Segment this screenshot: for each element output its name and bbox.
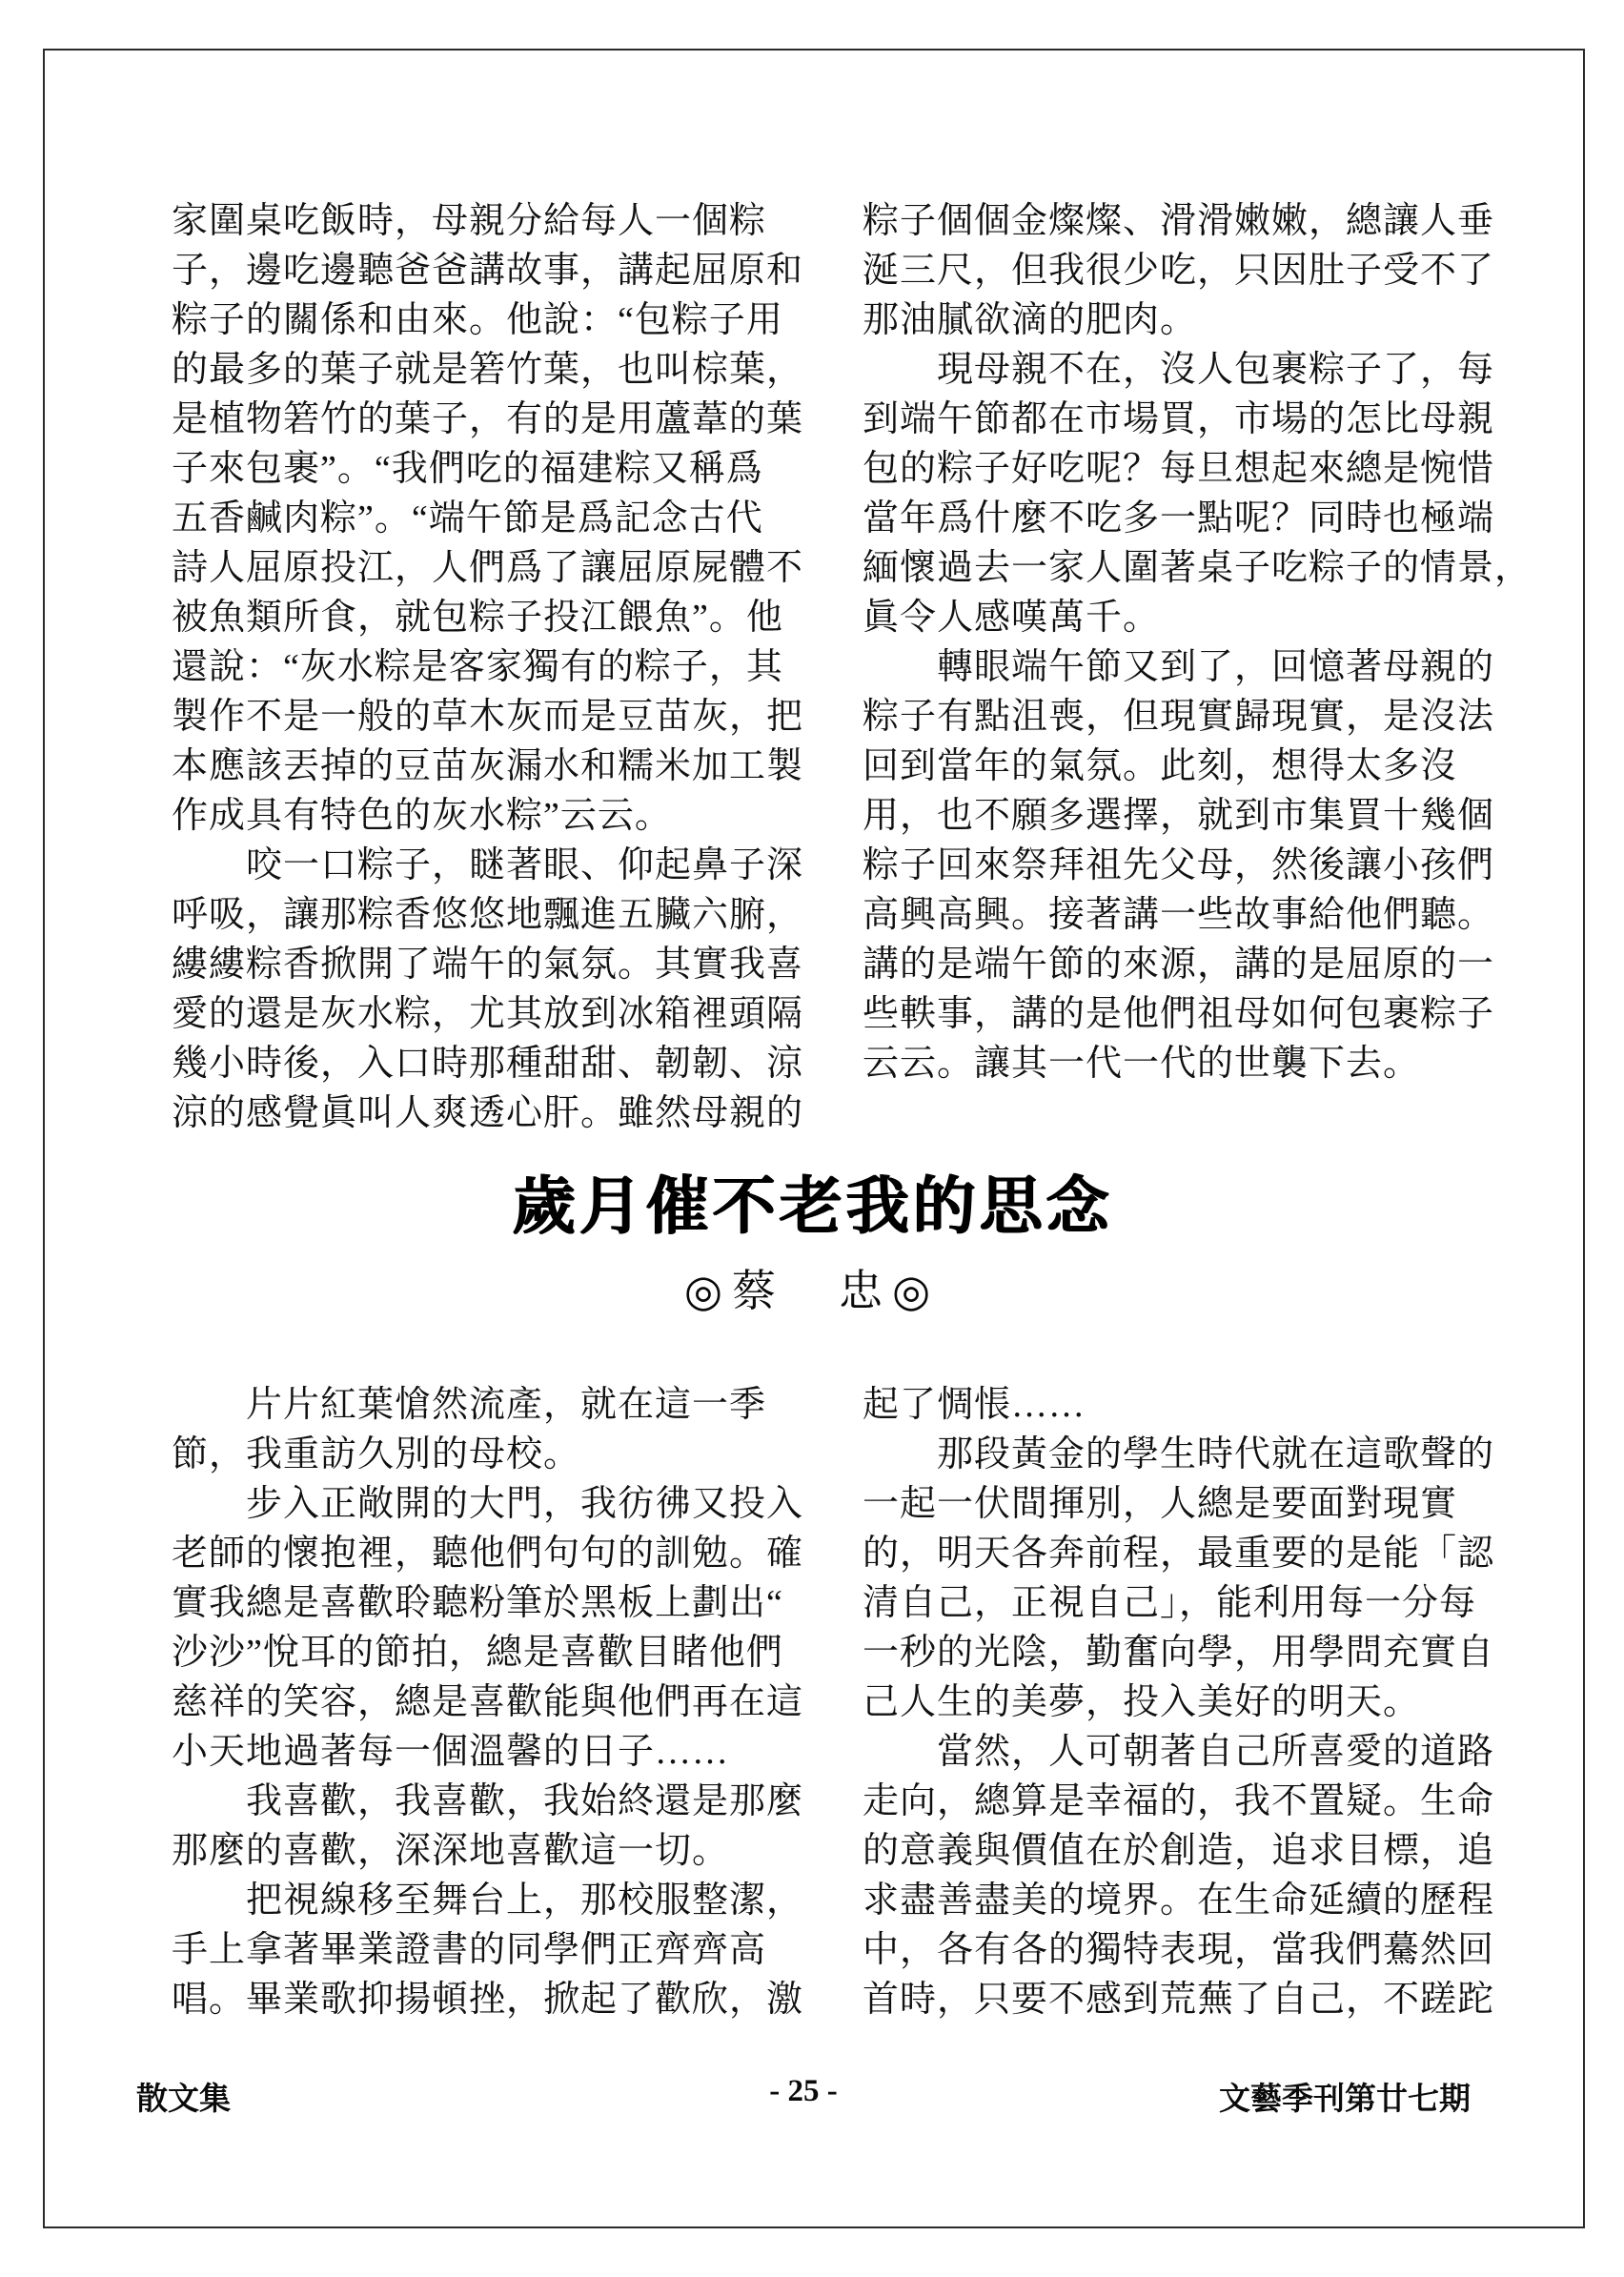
text-line: 愛的還是灰水粽，尤其放到冰箱裡頭隔 (172, 994, 804, 1034)
text-line: 包的粽子好吃呢？每旦想起來總是惋惜 (863, 449, 1495, 489)
text-line: 一秒的光陰，勤奮向學，用學問充實自 (863, 1633, 1495, 1673)
text-line: 製作不是一般的草木灰而是豆苗灰，把 (172, 697, 804, 737)
text-line: 把視線移至舞台上，那校服整潔， (172, 1881, 804, 1921)
text-line: 涎三尺，但我很少吃，只因肚子受不了 (863, 251, 1495, 291)
text-line: 首時，只要不感到荒蕪了自己，不蹉跎 (863, 1980, 1495, 2020)
text-line: 慈祥的笑容，總是喜歡能與他們再在這 (172, 1682, 804, 1722)
text-line: 一起一伏間揮別，人總是要面對現實 (863, 1484, 1458, 1524)
article2-left-column (172, 1380, 810, 2024)
text-line: 粽子回來祭拜祖先父母，然後讓小孩們 (863, 845, 1495, 885)
text-line: 現母親不在，沒人包裹粽子了，每 (863, 350, 1495, 390)
text-line: 步入正敞開的大門，我彷彿又投入 (172, 1484, 804, 1524)
text-line: 還說：“灰水粽是客家獨有的粽子，其 (172, 647, 783, 687)
text-line: 中，各有各的獨特表現，當我們驀然回 (863, 1930, 1495, 1970)
text-line: 用，也不願多選擇，就到市集買十幾個 (863, 796, 1495, 836)
text-line: 轉眼端午節又到了，回憶著母親的 (863, 647, 1495, 687)
text-line: 當年爲什麼不吃多一點呢？同時也極端 (863, 498, 1495, 539)
text-line: 唱。畢業歌抑揚頓挫，掀起了歡欣，激 (172, 1980, 804, 2020)
article2-right-column (863, 1380, 1501, 2024)
text-line: 家圍桌吃飯時，母親分給每人一個粽 (172, 201, 767, 241)
text-line: 涼的感覺眞叫人爽透心肝。雖然母親的 (172, 1093, 804, 1133)
text-line: 當然，人可朝著自己所喜愛的道路 (863, 1732, 1495, 1772)
text-line: 己人生的美夢，投入美好的明天。 (863, 1682, 1421, 1722)
text-line: 呼吸，讓那粽香悠悠地飄進五臟六腑， (172, 895, 804, 935)
footer-journal-title: 文藝季刊第廿七期 (1219, 2083, 1471, 2117)
text-line: 的意義與價值在於創造，追求目標，追 (863, 1831, 1495, 1871)
text-line: 緬懷過去一家人圍著桌子吃粽子的情景， (863, 548, 1533, 588)
article1-right-column (863, 196, 1533, 1088)
text-line: 是植物箬竹的葉子，有的是用蘆葦的葉 (172, 399, 804, 439)
footer-page-number: - 25 - (769, 2074, 838, 2108)
text-line: 講的是端午節的來源，講的是屈原的一 (863, 945, 1495, 985)
text-line: 那段黃金的學生時代就在這歌聲的 (863, 1434, 1495, 1474)
text-line: 些軼事，講的是他們祖母如何包裹粽子 (863, 994, 1495, 1034)
text-line: 的，明天各奔前程，最重要的是能「認 (863, 1534, 1495, 1574)
text-line: 實我總是喜歡聆聽粉筆於黑板上劃出“ (172, 1583, 783, 1623)
text-line: 老師的懷抱裡，聽他們句句的訓勉。確 (172, 1534, 804, 1574)
text-line: 五香鹹肉粽”。“端午節是爲記念古代 (172, 498, 763, 539)
text-line: 那油膩欲滴的肥肉。 (863, 300, 1198, 340)
article1-left-column (172, 196, 810, 1138)
text-line: 小天地過著每一個溫馨的日子…… (172, 1732, 730, 1772)
text-line: 咬一口粽子，瞇著眼、仰起鼻子深 (172, 845, 804, 885)
page-footer (136, 2074, 1471, 2117)
text-line: 粽子個個金燦燦、滑滑嫩嫩，總讓人垂 (863, 201, 1495, 241)
text-line: 回到當年的氣氛。此刻，想得太多沒 (863, 746, 1458, 786)
article-author: ◎蔡 忠◎ (683, 1267, 941, 1315)
text-line: 本應該丟掉的豆苗灰漏水和糯米加工製 (172, 746, 804, 786)
text-line: 片片紅葉愴然流產，就在這一季 (172, 1385, 767, 1425)
text-line: 被魚類所食，就包粽子投江餵魚”。他 (172, 598, 783, 638)
text-line: 縷縷粽香掀開了端午的氣氛。其實我喜 (172, 945, 804, 985)
text-line: 云云。讓其一代一代的世襲下去。 (863, 1044, 1421, 1084)
text-line: 沙沙”悅耳的節拍，總是喜歡目睹他們 (172, 1633, 783, 1673)
text-line: 起了惆悵…… (863, 1385, 1086, 1425)
text-line: 手上拿著畢業證書的同學們正齊齊高 (172, 1930, 767, 1970)
text-line: 節，我重訪久別的母校。 (172, 1434, 581, 1474)
text-line: 我喜歡，我喜歡，我始終還是那麼 (172, 1781, 804, 1821)
text-line: 求盡善盡美的境界。在生命延續的歷程 (863, 1881, 1495, 1921)
text-line: 作成具有特色的灰水粽”云云。 (172, 796, 672, 836)
text-line: 幾小時後，入口時那種甜甜、韌韌、涼 (172, 1044, 804, 1084)
text-line: 那麼的喜歡，深深地喜歡這一切。 (172, 1831, 730, 1871)
text-line: 走向，總算是幸福的，我不置疑。生命 (863, 1781, 1495, 1821)
article-title: 歲月催不老我的思念 (512, 1172, 1112, 1242)
text-line: 高興高興。接著講一些故事給他們聽。 (863, 895, 1495, 935)
text-line: 粽子有點沮喪，但現實歸現實，是沒法 (863, 697, 1495, 737)
text-line: 子，邊吃邊聽爸爸講故事，講起屈原和 (172, 251, 804, 291)
text-line: 詩人屈原投江，人們爲了讓屈原屍體不 (172, 548, 804, 588)
text-line: 子來包裹”。“我們吃的福建粽又稱爲 (172, 449, 763, 489)
text-line: 的最多的葉子就是箬竹葉，也叫棕葉， (172, 350, 804, 390)
text-line: 到端午節都在市場買，市場的怎比母親 (863, 399, 1495, 439)
text-line: 粽子的關係和由來。他說：“包粽子用 (172, 300, 783, 340)
text-line: 清自己，正視自己」，能利用每一分每 (863, 1583, 1477, 1623)
footer-book-title: 散文集 (136, 2083, 231, 2117)
text-line: 眞令人感嘆萬千。 (863, 598, 1161, 638)
